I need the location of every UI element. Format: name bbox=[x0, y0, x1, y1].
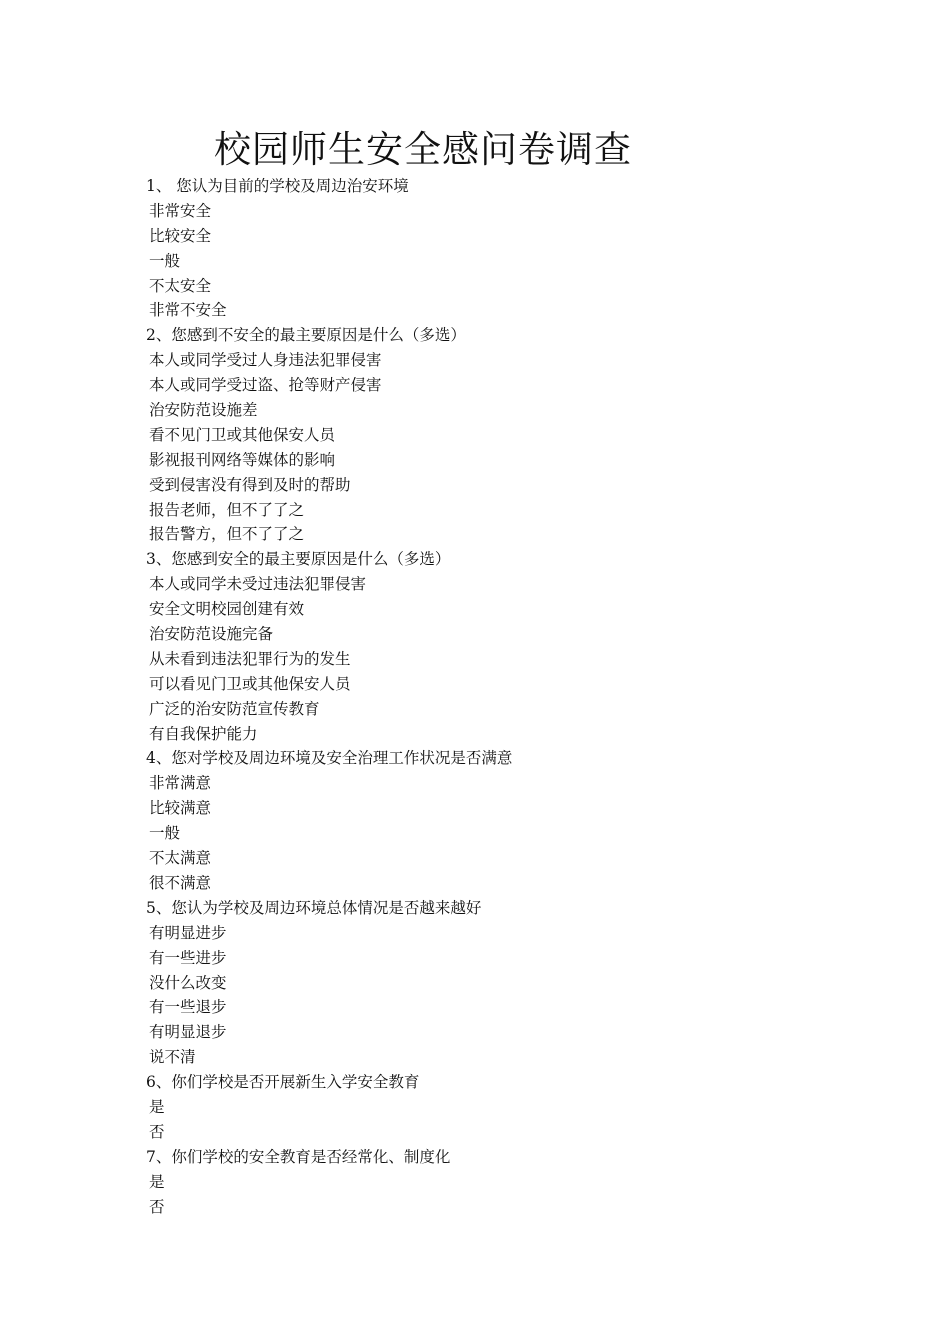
option: 安全文明校园创建有效 bbox=[149, 600, 305, 619]
option: 一般 bbox=[149, 824, 181, 843]
option: 治安防范设施差 bbox=[149, 401, 258, 420]
option: 没什么改变 bbox=[149, 973, 227, 992]
option: 可以看见门卫或其他保安人员 bbox=[149, 674, 351, 693]
option: 非常安全 bbox=[149, 201, 212, 220]
option: 说不清 bbox=[149, 1048, 196, 1067]
option: 有一些进步 bbox=[149, 948, 227, 967]
option: 非常满意 bbox=[149, 774, 212, 793]
question-4: 4、您对学校及周边环境及安全治理工作状况是否满意 bbox=[146, 749, 513, 768]
option: 是 bbox=[149, 1172, 165, 1191]
option: 不太安全 bbox=[149, 276, 212, 295]
option: 有明显进步 bbox=[149, 923, 227, 942]
option: 本人或同学受过人身违法犯罪侵害 bbox=[149, 351, 382, 370]
question-7: 7、你们学校的安全教育是否经常化、制度化 bbox=[146, 1147, 451, 1166]
option: 本人或同学未受过违法犯罪侵害 bbox=[149, 575, 367, 594]
option: 一般 bbox=[149, 251, 181, 270]
option: 从未看到违法犯罪行为的发生 bbox=[149, 649, 351, 668]
option: 治安防范设施完备 bbox=[149, 625, 274, 644]
option: 是 bbox=[149, 1097, 165, 1116]
option: 影视报刊网络等媒体的影响 bbox=[149, 450, 336, 469]
question-6: 6、你们学校是否开展新生入学安全教育 bbox=[146, 1073, 420, 1092]
option: 报告老师，但不了了之 bbox=[149, 500, 305, 519]
option: 非常不安全 bbox=[149, 301, 227, 320]
question-2: 2、您感到不安全的最主要原因是什么（多选） bbox=[146, 326, 466, 345]
option: 广泛的治安防范宣传教育 bbox=[149, 699, 320, 718]
question-5: 5、您认为学校及周边环境总体情况是否越来越好 bbox=[146, 898, 482, 917]
option: 有明显退步 bbox=[149, 1023, 227, 1042]
option: 报告警方，但不了了之 bbox=[149, 525, 305, 544]
option: 比较安全 bbox=[149, 226, 212, 245]
option: 比较满意 bbox=[149, 799, 212, 818]
option: 看不见门卫或其他保安人员 bbox=[149, 425, 336, 444]
page-title: 校园师生安全感问卷调查 bbox=[214, 128, 632, 171]
option: 有一些退步 bbox=[149, 998, 227, 1017]
question-1: 1、 您认为目前的学校及周边治安环境 bbox=[146, 177, 409, 195]
option: 受到侵害没有得到及时的帮助 bbox=[149, 475, 351, 494]
option: 否 bbox=[149, 1197, 165, 1216]
option: 不太满意 bbox=[149, 849, 212, 868]
option: 很不满意 bbox=[149, 873, 212, 892]
questionnaire bbox=[146, 174, 866, 1219]
option: 本人或同学受过盗、抢等财产侵害 bbox=[149, 376, 382, 395]
question-3: 3、您感到安全的最主要原因是什么（多选） bbox=[146, 550, 451, 569]
option: 有自我保护能力 bbox=[149, 724, 258, 743]
option: 否 bbox=[149, 1122, 165, 1141]
